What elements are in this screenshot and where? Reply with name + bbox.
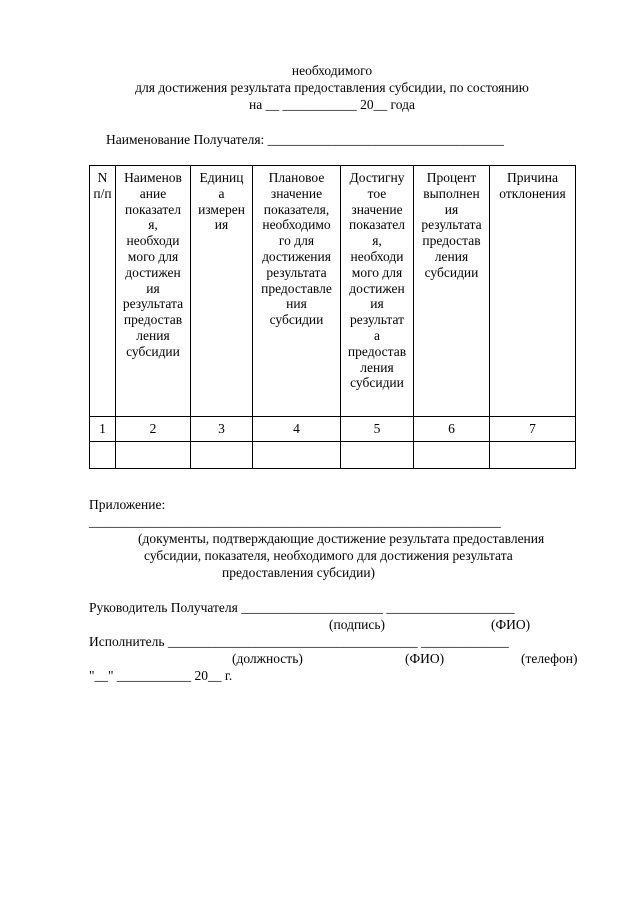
- appendix-label: Приложение:: [89, 497, 166, 512]
- executor-caption-position: (должность): [232, 651, 303, 666]
- date-line: "__" ___________ 20__ г.: [89, 668, 233, 683]
- head-signature-line: Руководитель Получателя _____________________ ___________________: [89, 600, 515, 615]
- empty-cell: [116, 442, 191, 469]
- empty-cell: [191, 442, 253, 469]
- table-number-row: [90, 417, 576, 442]
- empty-cell: [341, 442, 414, 469]
- executor-caption-phone: (телефон): [521, 651, 578, 666]
- table-header-row: [90, 166, 576, 417]
- empty-cell: [414, 442, 490, 469]
- indicator-table: [89, 165, 576, 469]
- number-cell: 5: [341, 417, 414, 442]
- number-cell: 3: [191, 417, 253, 442]
- recipient-name-label: Наименование Получателя: ___________________________________: [106, 132, 504, 147]
- header-line-3: на __ ___________ 20__ года: [249, 97, 415, 112]
- empty-cell: [90, 442, 116, 469]
- header-cell-indicator-name: Наименов ание показател я, необходи мого для достижен ия результата предостав ления субсидии: [116, 166, 191, 417]
- head-caption-signature: (подпись): [329, 617, 386, 632]
- number-cell: 1: [90, 417, 116, 442]
- header-cell-reason: Причина отклонения: [490, 166, 576, 417]
- header-cell-planned-value: Плановое значение показателя, необходимо го для достижения результата предоставле ния субсидии: [253, 166, 341, 417]
- head-caption-name: (ФИО): [491, 617, 531, 632]
- number-cell: 2: [116, 417, 191, 442]
- header-cell-unit: Единиц а измерен ия: [191, 166, 253, 417]
- appendix-note-2: субсидии, показателя, необходимого для достижения результата: [144, 548, 513, 563]
- appendix-note-3: предоставления субсидии): [222, 565, 376, 580]
- executor-caption-name: (ФИО): [405, 651, 445, 666]
- header-cell-achieved-value: Достигну тое значение показател я, необходи мого для достижен ия результат а предостав ления субсидии: [341, 166, 414, 417]
- header-line-2: для достижения результата предоставления субсидии, по состоянию: [135, 80, 529, 95]
- executor-line: Исполнитель _____________________________________ _____________: [89, 634, 509, 649]
- table-empty-row: [90, 442, 576, 469]
- header-cell-percent: Процент выполнен ия результата предостав ления субсидии: [414, 166, 490, 417]
- number-cell: 7: [490, 417, 576, 442]
- appendix-note-1: (документы, подтверждающие достижение результата предоставления: [138, 531, 545, 546]
- empty-cell: [490, 442, 576, 469]
- appendix-line: _____________________________________________________________: [89, 514, 501, 529]
- header-cell-number: N п/п: [90, 166, 116, 417]
- number-cell: 6: [414, 417, 490, 442]
- empty-cell: [253, 442, 341, 469]
- number-cell: 4: [253, 417, 341, 442]
- header-line-1: необходимого: [291, 63, 373, 78]
